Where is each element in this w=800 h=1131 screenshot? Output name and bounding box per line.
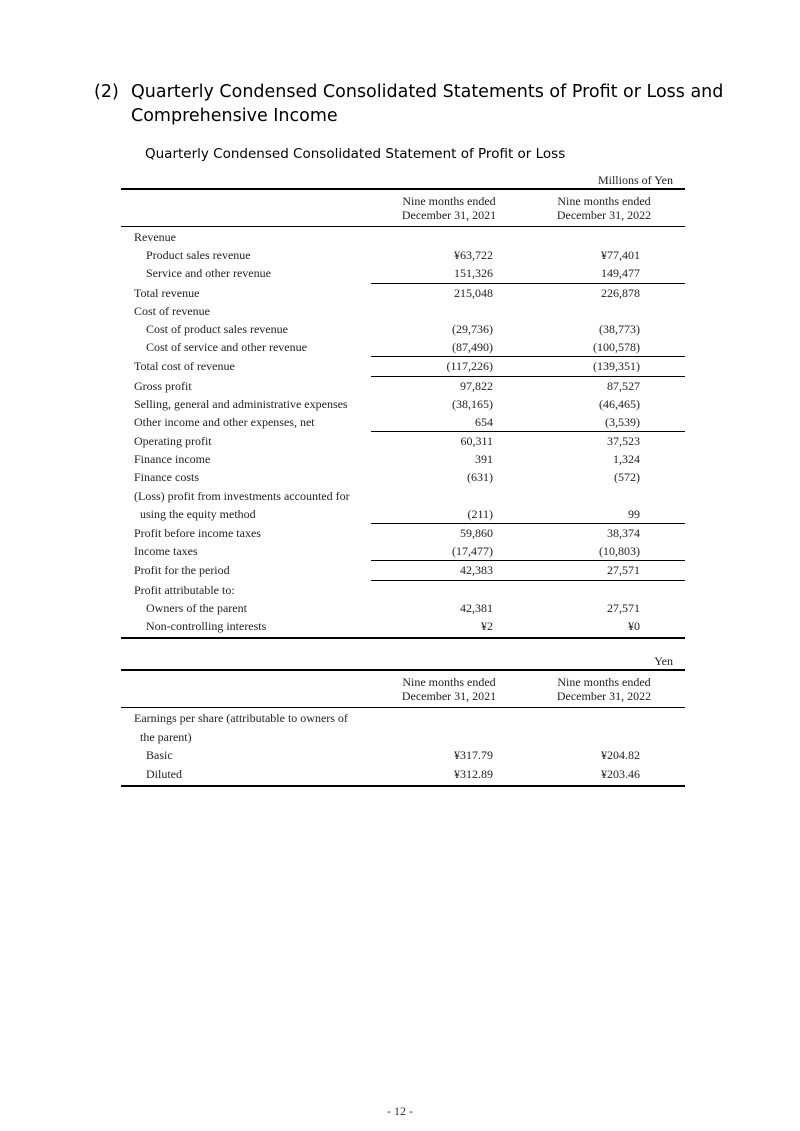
row-label: Cost of revenue	[134, 303, 210, 318]
value-2022: 38,374	[607, 526, 640, 540]
column-header-2022: Nine months ended December 31, 2022	[556, 194, 652, 222]
row-label: Revenue	[134, 230, 176, 244]
statement-title: Quarterly Condensed Consolidated Statement of Profit or Loss	[145, 146, 566, 162]
row-label: Product sales revenue	[146, 248, 251, 263]
row-label: Finance income	[134, 452, 211, 467]
table-row	[121, 377, 685, 395]
table-row	[121, 228, 685, 246]
row-label: Profit attributable to:	[134, 582, 235, 597]
table-row	[121, 395, 685, 413]
value-2022: (3,539)	[605, 414, 640, 429]
table-row	[121, 320, 685, 338]
value-2022: 149,477	[601, 266, 640, 281]
value-2021: (38,165)	[452, 396, 493, 411]
table-row	[121, 709, 685, 728]
page-number: - 12 -	[387, 1104, 413, 1118]
value-2022: (100,578)	[593, 340, 640, 355]
value-2022: 27,571	[607, 563, 640, 578]
row-label: Non-controlling interests	[146, 618, 267, 633]
value-2021: 151,326	[454, 266, 493, 281]
row-label: Operating profit	[134, 434, 212, 449]
table-row	[121, 338, 685, 356]
table-row	[121, 746, 685, 765]
section-number: (2)	[94, 82, 119, 102]
value-2021: (117,226)	[446, 359, 493, 374]
value-2022: 27,571	[607, 600, 640, 615]
table-row	[121, 617, 685, 635]
value-2022: ¥77,401	[601, 248, 640, 263]
section-title: Quarterly Condensed Consolidated Statements of Profit or Loss and Comprehensive Income	[131, 82, 724, 126]
row-label: Cost of product sales revenue	[146, 321, 288, 336]
row-label: Income taxes	[134, 544, 198, 559]
statement-unit: Millions of Yen	[597, 173, 673, 187]
value-2022: ¥204.82	[601, 748, 640, 762]
table-body	[121, 227, 685, 639]
row-label: Total revenue	[134, 285, 200, 300]
table-row	[121, 450, 685, 468]
value-2021: 97,822	[460, 378, 493, 393]
table-row	[121, 765, 685, 784]
row-label: Diluted	[146, 766, 182, 781]
table-row	[121, 524, 685, 542]
value-2022: 87,527	[607, 378, 640, 393]
row-label: Gross profit	[134, 378, 192, 393]
table-bottom-rule	[121, 785, 685, 787]
table-row	[121, 413, 685, 431]
eps-column-header-2022: Nine months ended December 31, 2022	[556, 675, 652, 703]
row-label: Service and other revenue	[146, 266, 271, 281]
value-2021: 60,311	[460, 434, 493, 449]
profit-loss-table	[121, 188, 685, 639]
value-2022: 99	[628, 506, 640, 521]
table-header	[121, 188, 685, 227]
table-row	[121, 357, 685, 375]
row-label: Finance costs	[134, 470, 199, 485]
value-2021: (211)	[467, 506, 493, 521]
value-2021: 215,048	[454, 285, 493, 300]
table-bottom-rule	[121, 637, 685, 639]
value-2021: 42,383	[460, 563, 493, 578]
row-label: using the equity method	[140, 506, 256, 521]
table-row	[121, 487, 685, 505]
value-2021: (87,490)	[452, 340, 493, 355]
column-header-2021: Nine months ended December 31, 2021	[401, 194, 497, 222]
eps-unit: Yen	[654, 654, 673, 668]
value-2021: (17,477)	[452, 544, 493, 559]
row-label: Basic	[146, 748, 173, 762]
row-label: Profit for the period	[134, 563, 230, 578]
value-2021: 42,381	[460, 600, 493, 615]
value-2022: (572)	[614, 470, 640, 485]
table-row	[121, 581, 685, 599]
value-2021: 654	[475, 414, 493, 429]
value-2021: ¥63,722	[454, 248, 493, 263]
value-2021: ¥312.89	[454, 766, 493, 781]
row-label: Other income and other expenses, net	[134, 414, 315, 429]
value-2021: 59,860	[460, 526, 493, 540]
table-row	[121, 561, 685, 579]
table-row	[121, 542, 685, 560]
value-2021: ¥2	[481, 618, 493, 633]
table-row	[121, 599, 685, 617]
value-2021: (29,736)	[452, 321, 493, 336]
row-label: the parent)	[140, 729, 192, 744]
table-row	[121, 728, 685, 747]
eps-table	[121, 669, 685, 787]
table-row	[121, 284, 685, 302]
table-row	[121, 432, 685, 450]
table-row	[121, 246, 685, 264]
row-label: Cost of service and other revenue	[146, 340, 307, 355]
value-2021: (631)	[467, 470, 493, 485]
table-row	[121, 505, 685, 523]
value-2022: (10,803)	[599, 544, 640, 559]
eps-column-header-2021: Nine months ended December 31, 2021	[401, 675, 497, 703]
table-row	[121, 468, 685, 486]
table-row	[121, 264, 685, 282]
row-label: Earnings per share (attributable to owners of	[134, 711, 348, 725]
value-2022: (139,351)	[593, 359, 640, 374]
eps-table-header	[121, 669, 685, 708]
value-2022: 37,523	[607, 434, 640, 449]
value-2022: 226,878	[601, 285, 640, 300]
row-label: Owners of the parent	[146, 600, 247, 615]
row-label: (Loss) profit from investments accounted for	[134, 488, 350, 503]
value-2021: 391	[475, 452, 493, 467]
table-row	[121, 302, 685, 320]
row-label: Selling, general and administrative expenses	[134, 396, 348, 411]
value-2022: (46,465)	[599, 396, 640, 411]
eps-table-body	[121, 708, 685, 787]
value-2021: ¥317.79	[454, 748, 493, 762]
value-2022: 1,324	[613, 452, 640, 467]
value-2022: ¥203.46	[601, 766, 640, 781]
value-2022: (38,773)	[599, 321, 640, 336]
row-label: Total cost of revenue	[134, 359, 235, 374]
value-2022: ¥0	[628, 618, 640, 633]
row-label: Profit before income taxes	[134, 526, 261, 540]
